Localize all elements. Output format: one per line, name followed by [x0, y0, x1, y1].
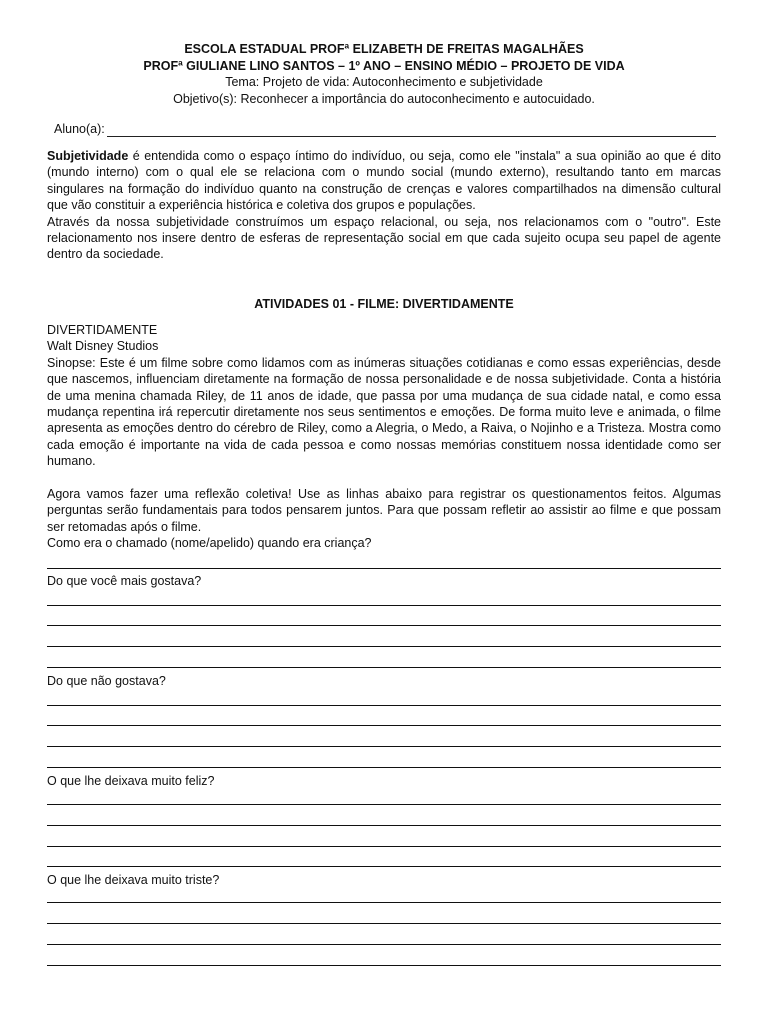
answer-line[interactable] — [47, 705, 721, 706]
answer-line[interactable] — [47, 923, 721, 924]
answer-line[interactable] — [47, 605, 721, 606]
answer-line[interactable] — [47, 568, 721, 569]
movie-studio: Walt Disney Studios — [47, 339, 159, 354]
movie-title: DIVERTIDAMENTE — [47, 323, 158, 337]
school-name: ESCOLA ESTADUAL PROFª ELIZABETH DE FREITAS MAGALHÃES — [184, 42, 584, 56]
answer-line[interactable] — [47, 667, 721, 668]
answer-line[interactable] — [47, 866, 721, 867]
reflection-text: Agora vamos fazer uma reflexão coletiva! Use as linhas abaixo para registrar os questionamentos feitos. Algumas perguntas serão fundamentais para todos pensarem juntos. Para que possam refletir ao assistir ao filme e que possam ser retomadas após o filme. — [47, 487, 721, 534]
answer-line[interactable] — [47, 746, 721, 747]
activity-title: ATIVIDADES 01 - FILME: DIVERTIDAMENTE — [254, 297, 514, 311]
answer-line[interactable] — [47, 767, 721, 768]
question-childhood-nickname: Como era o chamado (nome/apelido) quando era criança? — [47, 536, 372, 550]
answer-line[interactable] — [47, 725, 721, 726]
teacher-line: PROFª GIULIANE LINO SANTOS – 1º ANO – ENSINO MÉDIO – PROJETO DE VIDA — [143, 58, 625, 73]
answer-line[interactable] — [47, 646, 721, 647]
student-name-line[interactable] — [107, 124, 716, 137]
reflection-section — [47, 486, 721, 535]
worksheet-header — [0, 41, 768, 107]
answer-line[interactable] — [47, 825, 721, 826]
theme-line: Tema: Projeto de vida: Autoconhecimento e subjetividade — [225, 75, 543, 89]
answer-line[interactable] — [47, 965, 721, 966]
intro-section — [47, 148, 721, 263]
answer-line[interactable] — [47, 804, 721, 805]
student-name-label: Aluno(a): — [54, 122, 105, 136]
answer-line[interactable] — [47, 846, 721, 847]
answer-line[interactable] — [47, 902, 721, 903]
intro-paragraph-1 — [47, 148, 721, 214]
answer-line[interactable] — [47, 625, 721, 626]
question-liked-most: Do que você mais gostava? — [47, 574, 202, 588]
question-disliked: Do que não gostava? — [47, 674, 166, 688]
objective-line: Objetivo(s): Reconhecer a importância do autoconhecimento e autocuidado. — [173, 91, 595, 106]
answer-line[interactable] — [47, 944, 721, 945]
question-very-happy: O que lhe deixava muito feliz? — [47, 774, 215, 788]
intro-paragraph-2: Através da nossa subjetividade construímos um espaço relacional, ou seja, nos relacionamos com o "outro". Este relacionamento nos insere dentro de esferas de representação social em que cada sujeito ocupa seu papel de agente dentro da sociedade. — [47, 214, 721, 262]
student-name-field[interactable] — [54, 121, 716, 137]
intro-paragraph-1-text: é entendida como o espaço íntimo do indivíduo, ou seja, como ele "instala" a sua opinião ao que é dito (mundo interno) com o qual ele se relaciona com o mundo social (mundo externo), resultando tanto em marcas singulares na formação do indivíduo quanto na construção de crenças e valores compartilhados na dimensão cultural que vão constituir a experiência histórica e coletiva dos grupos e populações. — [47, 149, 721, 213]
movie-synopsis: Sinopse: Este é um filme sobre como lidamos com as inúmeras situações cotidianas e como essas experiências, desde que nascemos, influenciam diretamente na formação de nossa personalidade e de nossa subjetividade. Conta a história de uma menina chamada Riley, de 11 anos de idade, que passa por uma mudança de sua cidade natal, e como essa mudança repentina irá repercutir diretamente nos seus sentimentos e emoções. De forma muito leve e animada, o filme apresenta as emoções dentro do cérebro de Riley, como a Alegria, o Medo, a Raiva, o Nojinho e a Tristeza. Mostra como cada emoção é importante na vida de cada pessoa e como nossas memórias constituem nossa identidade como ser humano. — [47, 355, 721, 469]
subjectivity-term: Subjetividade — [47, 149, 129, 163]
movie-section — [47, 322, 721, 470]
question-very-sad: O que lhe deixava muito triste? — [47, 873, 220, 887]
